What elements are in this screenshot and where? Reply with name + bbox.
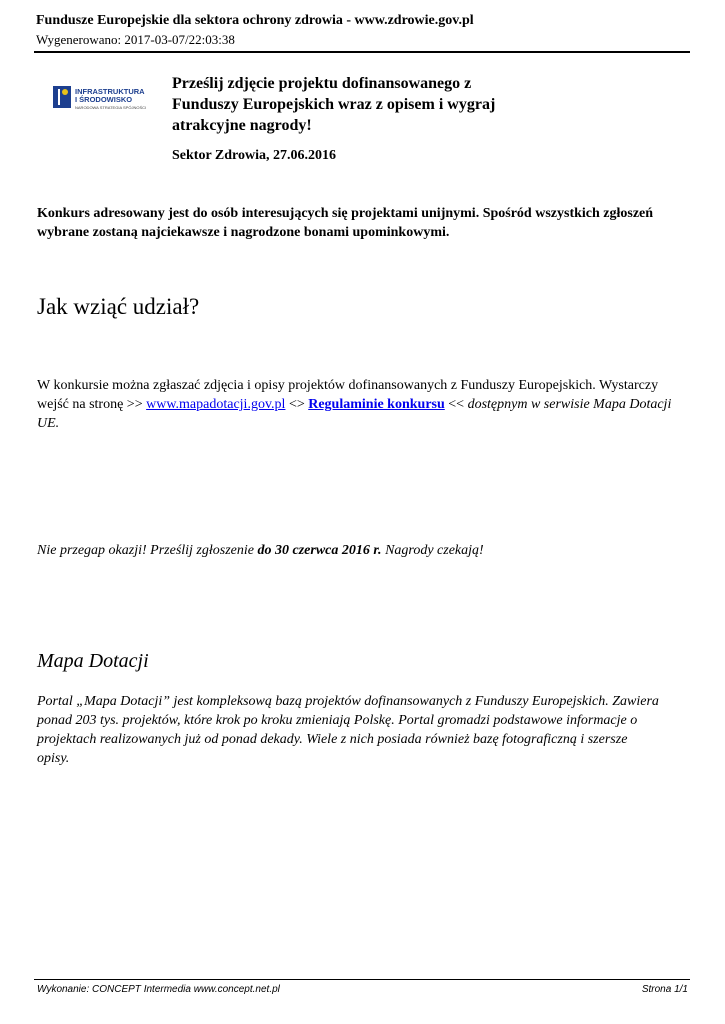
how-text: W konkursie można zgłaszać zdjęcia i opisy projektów dofinansowanych z Funduszy Europejskich. Wystarczy wejść na stronę >> [37,378,659,412]
how-separator: <> [285,397,309,412]
eu-flag-icon [53,86,71,108]
logo-subtext: NARODOWA STRATEGIA SPÓJNOŚCI [75,105,147,110]
logo-text [75,88,145,104]
deadline-paragraph [37,541,677,560]
article-title: Prześlij zdjęcie projektu dofinansowanego z Funduszy Europejskich wraz z opisem i wygraj atrakcyjne nagrody! [172,75,496,134]
how-italic: dostępnym w serwisie Mapa Dotacji UE. [37,397,672,431]
logo-line2: I ŚRODOWISKO [75,95,133,104]
deadline-after: Nagrody czekają! [381,543,484,558]
footer-credit: Wykonanie: CONCEPT Intermedia www.concept.net.pl [37,984,280,995]
how-after: << [444,397,468,412]
infrastruktura-logo [37,70,155,122]
section-heading-mapa: Mapa Dotacji [37,650,149,672]
deadline-date: do 30 czerwca 2016 r. [257,543,382,558]
generated-timestamp: Wygenerowano: 2017-03-07/22:03:38 [36,32,235,47]
regulamin-link[interactable]: Regulaminie konkursu [308,397,445,412]
header-title: Fundusze Europejskie dla sektora ochrony zdrowia - www.zdrowie.gov.pl [36,13,474,28]
section-heading-how: Jak wziąć udział? [37,294,200,319]
footer-divider [34,979,690,980]
mapa-paragraph: Portal „Mapa Dotacji” jest kompleksową bazą projektów dofinansowanych z Funduszy Europejskich. Zawiera ponad 203 tys. projektów, które krok po kroku zmieniają Polskę. Portal gromadzi podstawowe informacje o projektach realizowanych już od ponad dekady. Wiele z nich posiada również bazę fotograficzną i szersze opisy. [37,694,659,766]
logo-line1: INFRASTRUKTURA [75,87,145,96]
mapadotacji-link[interactable]: www.mapadotacji.gov.pl [146,397,286,412]
article-lead: Konkurs adresowany jest do osób interesujących się projektami unijnymi. Spośród wszystkich zgłoszeń wybrane zostaną najciekawsze i nagrodzone bonami upominkowymi. [37,206,654,240]
header-divider [34,51,690,53]
page-number: Strona 1/1 [641,984,688,995]
how-paragraph [37,376,677,433]
article-meta: Sektor Zdrowia, 27.06.2016 [172,148,336,163]
deadline-text: Nie przegap okazji! Prześlij zgłoszenie [37,543,258,558]
